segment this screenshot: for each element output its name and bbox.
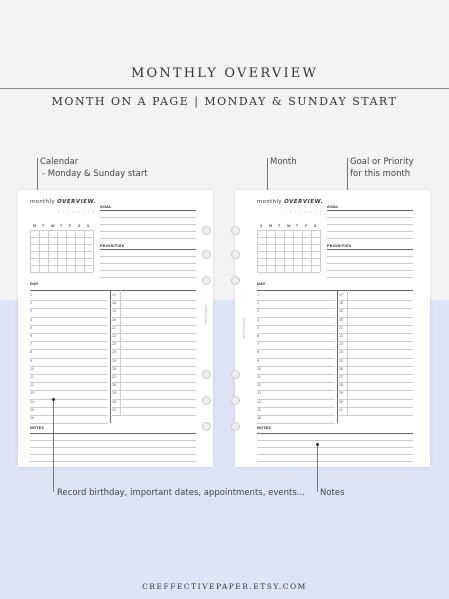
day-row-line [30,333,108,334]
day-row-line [257,358,335,359]
day-column-divider [337,290,338,423]
notes-leader-dot [316,443,319,446]
day-row-line [257,366,335,367]
priorities-line [100,263,196,264]
day-row-line [112,374,196,375]
day-number: 26 [339,366,344,371]
notes-line [257,440,413,441]
day-number: 24 [339,350,344,355]
goal-line [327,217,413,218]
month-dot [320,211,321,212]
day-row-line [339,390,413,391]
day-number: 5 [30,325,33,330]
day-number: 4 [257,317,260,322]
day-row-line [30,374,108,375]
record-leader-line [53,400,54,492]
day-number: 28 [339,383,344,388]
footer-url: CREFFECTIVEPAPER.ETSY.COM [142,582,307,591]
calendar-gridline [302,230,303,272]
day-number: 5 [257,325,260,330]
calendar-gridline [30,272,93,273]
day-header-line [257,290,413,291]
day-row-line [339,374,413,375]
planner-page-left [18,190,213,467]
day-row-line [30,407,108,408]
day-row-line [30,399,108,400]
day-row-line [30,341,108,342]
heading-bold: OVERVIEW. [57,199,97,205]
weekday-label: T [278,224,281,228]
weekday-label: M [33,224,37,228]
notes-annotation: Notes [320,488,345,498]
binder-hole [231,276,240,285]
day-number: 19 [112,309,117,314]
month-dot [88,211,89,212]
calendar-gridline [30,230,31,272]
month-dot [305,211,306,212]
binder-hole [231,370,240,379]
title-divider [0,88,449,89]
heading-bold: OVERVIEW. [284,199,324,205]
day-number: 23 [339,342,344,347]
priorities-line [327,263,413,264]
calendar-annotation-line1: Calendar [40,157,79,167]
day-row-line [30,390,108,391]
calendar-gridline [84,230,85,272]
binder-hole [202,250,211,259]
notes-line [257,447,413,448]
binder-hole [231,226,240,235]
day-number: 24 [112,350,117,355]
calendar-gridline [266,230,267,272]
goal-annotation-line1: Goal or Priority [350,157,414,167]
day-row-line [339,399,413,400]
weekday-label: F [305,224,308,228]
day-number: 12 [30,383,35,388]
goal-annotation [350,156,414,180]
weekday-label: T [42,224,45,228]
day-number: 12 [257,383,262,388]
day-number: 8 [30,350,33,355]
day-number: 22 [112,334,117,338]
day-row-line [30,423,108,424]
calendar-gridline [257,272,320,273]
notes-underline [30,433,196,434]
day-row-line [339,300,413,301]
day-row-line [339,317,413,318]
day-row-line [257,300,335,301]
day-row-line [257,341,335,342]
day-row-line [30,415,108,416]
day-number: 17 [112,293,117,297]
day-number: 25 [339,358,344,363]
goal-label: GOAL [327,205,339,209]
notes-line [30,440,196,441]
calendar-gridline [284,230,285,272]
month-dot [78,211,79,212]
heading-script: monthly [30,199,55,205]
day-number: 14 [30,399,35,404]
calendar-annotation-line2: - Monday & Sunday start [42,169,148,179]
notes-line [257,461,413,462]
goal-line [327,224,413,225]
day-number: 30 [339,399,344,404]
day-number: 30 [112,399,117,404]
goal-label: GOAL [100,205,112,209]
day-number: 1 [30,293,33,297]
goal-annotation-line2: for this month [350,169,411,179]
heading-script: monthly [257,199,282,205]
day-number: 6 [257,334,260,338]
day-number: 21 [112,325,117,330]
calendar-gridline [93,230,94,272]
calendar-gridline [320,230,321,272]
goal-line [100,224,196,225]
day-row-line [30,317,108,318]
binder-hole [202,422,211,431]
calendar-gridline [39,230,40,272]
day-number: 11 [257,375,262,379]
day-header-line [30,290,196,291]
month-dot [68,211,69,212]
day-row-line [339,349,413,350]
day-number: 15 [257,407,262,412]
weekday-label: T [296,224,299,228]
binder-hole [231,250,240,259]
day-row-line [257,399,335,400]
goal-underline [100,210,196,211]
day-number: 18 [112,301,117,306]
weekday-label: T [60,224,63,228]
day-row-line [112,333,196,334]
day-column-divider [110,290,111,423]
day-row-line [339,415,413,416]
day-number: 27 [112,375,117,379]
month-dot [300,211,301,212]
day-row-line [30,358,108,359]
page-heading [30,199,96,205]
day-row-line [339,366,413,367]
priorities-line [100,270,196,271]
notes-underline [257,433,413,434]
day-row-line [30,366,108,367]
day-row-line [257,382,335,383]
month-annotation: Month [270,157,297,167]
planner-page-right [235,190,430,467]
day-label: DAY [30,282,39,286]
day-number: 13 [257,391,262,396]
binder-hole [231,396,240,405]
month-dot [325,211,326,212]
goal-line [327,238,413,239]
day-row-line [257,308,335,309]
calendar-gridline [293,230,294,272]
priorities-label: PRIORITIES [327,244,352,248]
day-number: 16 [257,416,262,420]
calendar-gridline [75,230,76,272]
notes-line [257,454,413,455]
priorities-underline [327,249,413,250]
day-row-line [112,399,196,400]
day-number: 13 [30,391,35,396]
calendar-annotation [40,156,148,180]
day-row-line [339,358,413,359]
month-dot [73,211,74,212]
day-number: 23 [112,342,117,347]
day-row-line [257,390,335,391]
goal-line [100,238,196,239]
calendar-gridline [57,230,58,272]
binder-hole [202,226,211,235]
month-dot [295,211,296,212]
day-row-line [112,366,196,367]
day-number: 4 [30,317,33,322]
day-number: 11 [30,375,35,379]
day-row-line [257,374,335,375]
weekday-label: S [87,224,90,228]
day-row-line [30,300,108,301]
day-row-line [257,317,335,318]
month-dot [290,211,291,212]
day-number: 25 [112,358,117,363]
page-heading [257,199,323,205]
day-row-line [112,415,196,416]
priorities-line [327,270,413,271]
day-number: 9 [257,358,260,363]
weekday-label: W [51,224,55,228]
day-number: 15 [30,407,35,412]
day-row-line [30,308,108,309]
month-dot [285,211,286,212]
weekday-label: S [78,224,81,228]
day-number: 29 [339,391,344,396]
month-dot [83,211,84,212]
day-number: 22 [339,334,344,338]
day-number: 14 [257,399,262,404]
day-number: 17 [339,293,344,297]
month-dot [315,211,316,212]
day-row-line [112,407,196,408]
day-number: 2 [30,301,33,306]
month-dot [98,211,99,212]
day-number: 29 [112,391,117,396]
page-title: MONTHLY OVERVIEW [130,66,319,81]
day-label: DAY [257,282,266,286]
day-number: 3 [30,309,33,314]
day-row-line [257,325,335,326]
day-number: 28 [112,383,117,388]
day-row-line [339,333,413,334]
priorities-line [327,277,413,278]
day-number: 26 [112,366,117,371]
day-row-line [257,333,335,334]
day-number: 10 [257,366,262,371]
weekday-label: S [314,224,317,228]
day-row-line [112,300,196,301]
weekday-label: M [269,224,273,228]
day-row-line [30,382,108,383]
day-number: 18 [339,301,344,306]
record-leader-dot [52,398,55,401]
calendar-gridline [257,230,258,272]
page-subtitle: MONTH ON A PAGE | MONDAY & SUNDAY START [51,95,398,108]
goal-line [327,231,413,232]
day-number: 7 [30,342,33,347]
weekday-label: F [69,224,72,228]
calendar-gridline [311,230,312,272]
binder-hole [231,422,240,431]
goal-line [100,231,196,232]
notes-line [30,447,196,448]
day-number: 20 [339,317,344,322]
weekday-label: W [287,224,291,228]
month-dot [310,211,311,212]
day-number: 10 [30,366,35,371]
binder-hole [202,370,211,379]
day-number: 3 [257,309,260,314]
record-annotation: Record birthday, important dates, appointments, events... [57,488,305,498]
month-dot [93,211,94,212]
month-dot [58,211,59,212]
day-row-line [112,382,196,383]
day-number: 16 [30,416,35,420]
day-row-line [257,415,335,416]
priorities-line [100,277,196,278]
day-number: 31 [339,407,344,412]
binder-hole [202,276,211,285]
day-row-line [112,325,196,326]
day-number: 19 [339,309,344,314]
side-brand-text: creffectivepaper [204,304,207,326]
day-number: 31 [112,407,117,412]
priorities-line [327,256,413,257]
day-row-line [339,382,413,383]
binder-hole [202,396,211,405]
day-row-line [112,349,196,350]
day-number: 8 [257,350,260,355]
priorities-line [100,256,196,257]
notes-leader-line [317,445,318,492]
calendar-gridline [275,230,276,272]
day-number: 27 [339,375,344,379]
day-row-line [339,325,413,326]
day-number: 6 [30,334,33,338]
notes-label: NOTES [257,426,272,430]
priorities-underline [100,249,196,250]
day-row-line [339,308,413,309]
notes-line [30,454,196,455]
day-number: 1 [257,293,260,297]
day-row-line [339,407,413,408]
day-row-line [30,349,108,350]
day-row-line [257,349,335,350]
goal-line [100,217,196,218]
day-row-line [257,407,335,408]
day-row-line [112,358,196,359]
day-row-line [30,325,108,326]
day-row-line [112,308,196,309]
day-row-line [339,341,413,342]
day-row-line [112,390,196,391]
month-dot [63,211,64,212]
day-number: 2 [257,301,260,306]
notes-label: NOTES [30,426,45,430]
day-number: 9 [30,358,33,363]
calendar-gridline [66,230,67,272]
day-number: 7 [257,342,260,347]
day-row-line [112,341,196,342]
priorities-label: PRIORITIES [100,244,125,248]
side-brand-text: creffectivepaper [242,318,245,340]
notes-line [30,461,196,462]
day-number: 21 [339,325,344,330]
day-number: 20 [112,317,117,322]
day-row-line [257,423,335,424]
calendar-gridline [48,230,49,272]
goal-underline [327,210,413,211]
weekday-label: S [260,224,263,228]
day-row-line [112,317,196,318]
